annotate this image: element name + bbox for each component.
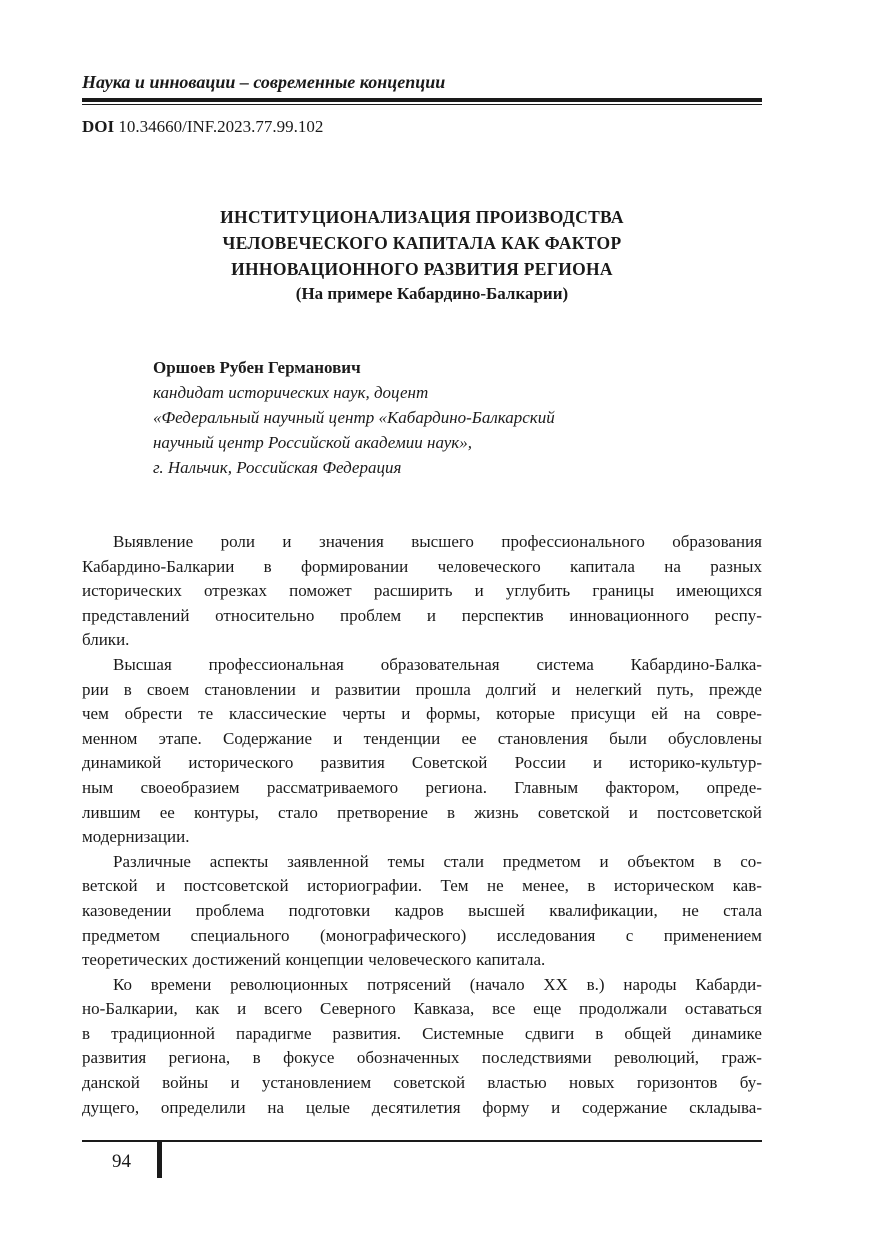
body-word: путь, <box>656 679 694 699</box>
journal-title: Наука и инновации – современные концепции <box>82 72 446 92</box>
body-word: региона, <box>168 1048 231 1068</box>
body-word: складыва- <box>689 1097 762 1117</box>
body-word: углубить <box>505 581 571 601</box>
body-word: кав- <box>732 876 762 896</box>
body-word: Главным <box>514 777 579 797</box>
body-word: установлением <box>261 1073 372 1093</box>
body-word: продолжали <box>579 999 668 1019</box>
body-word: предметом <box>502 851 581 871</box>
body-word: прежде <box>708 679 762 699</box>
body-word: лившим <box>82 802 141 822</box>
body-word: властью <box>487 1073 547 1093</box>
body-line <box>82 653 762 678</box>
body-word: рии <box>82 679 109 699</box>
body-line <box>82 948 762 973</box>
body-line <box>82 1022 762 1047</box>
body-word: не <box>487 876 504 896</box>
doi-value: 10.34660/INF.2023.77.99.102 <box>118 117 324 136</box>
author-block <box>153 355 753 480</box>
body-word: еще <box>533 999 562 1019</box>
body-word: развития. <box>332 1023 402 1043</box>
body-word: и <box>592 753 603 773</box>
body-line <box>82 1071 762 1096</box>
body-word: десятилетия <box>371 1097 461 1117</box>
body-word: Кабарди- <box>695 974 762 994</box>
body-word: в <box>713 851 722 871</box>
body-line <box>82 776 762 801</box>
body-word: историко-культур- <box>629 753 762 773</box>
body-word: в <box>123 679 132 699</box>
body-word: и <box>156 876 166 896</box>
body-line <box>82 973 762 998</box>
body-word: формировании <box>300 556 409 576</box>
body-word: казоведении <box>82 900 172 920</box>
body-word: менее, <box>522 876 569 896</box>
body-word: подготовки <box>288 900 371 920</box>
author-affiliation-line: кандидат исторических наук, доцент <box>153 383 429 402</box>
author-affiliation-line: г. Нальчик, Российская Федерация <box>153 458 402 477</box>
body-word: капитала <box>570 556 635 576</box>
body-word: тенденции <box>363 728 441 748</box>
body-word: ным <box>82 777 114 797</box>
body-word: постсоветской <box>657 802 762 822</box>
body-word: темы <box>387 851 425 871</box>
body-word: классические <box>228 704 327 724</box>
body-word: традиционной <box>111 1023 215 1043</box>
body-word: стало <box>278 802 318 822</box>
body-word: (начало <box>469 974 525 994</box>
body-line <box>82 1046 762 1071</box>
body-word: со- <box>740 851 762 871</box>
article-body <box>82 530 762 1120</box>
body-word: специального <box>190 925 290 945</box>
body-line <box>82 702 762 727</box>
body-word: респу- <box>714 605 762 625</box>
body-word: система <box>536 654 594 674</box>
body-word: войны <box>162 1073 209 1093</box>
body-word: всего <box>263 999 303 1019</box>
body-word: становления <box>497 728 588 748</box>
doi-label: DOI <box>82 117 115 136</box>
body-word: граж- <box>721 1048 762 1068</box>
body-word: (монографического) <box>319 925 467 945</box>
body-word: обусловлены <box>668 728 762 748</box>
body-word: и <box>599 851 609 871</box>
body-line <box>82 678 762 703</box>
header-rule-thin <box>82 104 762 105</box>
body-word: заявленной <box>287 851 369 871</box>
body-word: на <box>664 556 681 576</box>
body-word: новых <box>568 1073 615 1093</box>
body-word: фокусе <box>283 1048 335 1068</box>
body-line <box>82 825 762 850</box>
body-word: сдвиги <box>524 1023 575 1043</box>
body-word: исследования <box>496 925 596 945</box>
doi-line <box>82 116 323 138</box>
body-word: жизнь <box>474 802 519 822</box>
body-word: становлении <box>204 679 296 699</box>
body-word: и <box>333 728 343 748</box>
body-word: претворение <box>337 802 428 822</box>
body-word: общей <box>624 1023 672 1043</box>
body-word: отрезках <box>204 581 267 601</box>
body-word: менном <box>82 728 138 748</box>
body-word: в <box>252 1048 261 1068</box>
body-word: развития <box>82 1048 147 1068</box>
body-word: революционных <box>230 974 349 994</box>
body-word: парадигме <box>236 1023 312 1043</box>
body-line <box>82 899 762 924</box>
body-word: последствиями <box>481 1048 592 1068</box>
body-word: данской <box>82 1073 140 1093</box>
body-word: Северного <box>320 999 396 1019</box>
body-word: концепции <box>285 950 364 970</box>
author-name: Оршоев Рубен Германович <box>153 358 361 377</box>
body-word: ее <box>159 802 175 822</box>
body-word: на <box>267 1097 285 1117</box>
body-line <box>82 727 762 752</box>
body-word: аспекты <box>209 851 269 871</box>
body-word: относительно <box>215 605 315 625</box>
body-word: и <box>230 1073 240 1093</box>
body-word: и <box>628 802 638 822</box>
body-word: на <box>683 704 701 724</box>
body-word: обрести <box>124 704 183 724</box>
body-word: региона. <box>425 777 487 797</box>
body-word: ей <box>651 704 668 724</box>
body-word: теоретических <box>82 950 188 970</box>
body-word: объектом <box>627 851 695 871</box>
article-title-line: ИННОВАЦИОННОГО РАЗВИТИЯ РЕГИОНА <box>231 259 613 279</box>
body-line <box>82 924 762 949</box>
body-word: имеющихся <box>676 581 762 601</box>
body-word: стала <box>723 900 762 920</box>
body-line <box>82 628 762 653</box>
body-word: Высшая <box>113 654 172 674</box>
body-word: бу- <box>739 1073 762 1093</box>
body-word: прошла <box>415 679 471 699</box>
body-word: черты <box>342 704 386 724</box>
footer-rule <box>82 1140 762 1142</box>
body-word: контуры, <box>194 802 259 822</box>
body-word: профессиональная <box>208 654 344 674</box>
body-word: и <box>551 679 561 699</box>
body-word: исторического <box>188 753 294 773</box>
body-line <box>82 530 762 555</box>
body-word: роли <box>220 532 255 551</box>
body-word: форму <box>482 1097 530 1117</box>
body-word: революций, <box>614 1048 700 1068</box>
body-word: исторических <box>82 581 182 601</box>
body-word: совре- <box>716 704 762 724</box>
body-word: Советской <box>411 753 488 773</box>
body-word: историческом <box>613 876 715 896</box>
body-line <box>82 997 762 1022</box>
body-word: оставаться <box>684 999 762 1019</box>
body-word: советской <box>537 802 610 822</box>
body-word: Кавказа, <box>413 999 475 1019</box>
body-line <box>82 850 762 875</box>
body-word: и <box>310 679 320 699</box>
body-word: Ко <box>113 974 132 994</box>
body-line <box>82 555 762 580</box>
body-word: динамикой <box>82 753 162 773</box>
body-word: образовательная <box>380 654 500 674</box>
body-word: блики. <box>82 630 130 650</box>
body-word: и <box>551 1097 561 1117</box>
body-word: развитии <box>335 679 401 699</box>
body-word: развития <box>320 753 385 773</box>
body-word: разных <box>710 556 762 576</box>
body-word: обозначенных <box>356 1048 460 1068</box>
body-word: значения <box>318 532 384 551</box>
body-word: инновационного <box>569 605 689 625</box>
body-word: достижений <box>192 950 281 970</box>
body-word: расширить <box>373 581 453 601</box>
body-word: потрясений <box>367 974 451 994</box>
body-word: и <box>401 704 411 724</box>
body-word: границы <box>592 581 655 601</box>
body-word: в <box>595 1023 604 1043</box>
page-number-bar <box>157 1142 162 1178</box>
body-word: в <box>82 1023 91 1043</box>
body-word: нелегкий <box>575 679 642 699</box>
body-line <box>82 801 762 826</box>
body-word: и <box>426 605 436 625</box>
body-line <box>82 751 762 776</box>
body-line <box>82 579 762 604</box>
body-word: этапе. <box>158 728 202 748</box>
body-word: динамике <box>692 1023 762 1043</box>
page-number: 94 <box>112 1151 131 1172</box>
header-rule-thick <box>82 98 762 102</box>
body-word: высшей <box>468 900 525 920</box>
body-word: поможет <box>289 581 352 601</box>
body-word: Различные <box>113 851 191 871</box>
body-word: модернизации. <box>82 827 190 847</box>
body-word: высшего <box>411 532 474 551</box>
body-word: как <box>195 999 220 1019</box>
body-word: ее <box>461 728 477 748</box>
body-word: дущего, <box>82 1097 140 1117</box>
body-word: присущи <box>570 704 636 724</box>
body-word: образования <box>672 532 762 551</box>
body-word: были <box>609 728 647 748</box>
body-word: в <box>587 876 596 896</box>
body-word: Системные <box>422 1023 504 1043</box>
body-word: Содержание <box>223 728 313 748</box>
body-word: человеческого <box>368 950 472 970</box>
body-word: ветской <box>82 876 138 896</box>
body-word: Кабардино-Балка- <box>630 654 762 674</box>
body-word: применением <box>663 925 762 945</box>
body-word: представлений <box>82 605 190 625</box>
body-word: и <box>282 532 292 551</box>
body-word: горизонтов <box>636 1073 718 1093</box>
body-word: не <box>682 900 699 920</box>
body-word: и <box>474 581 484 601</box>
body-line <box>82 874 762 899</box>
body-word: в.) <box>586 974 605 994</box>
body-word: те <box>198 704 214 724</box>
body-word: капитала. <box>476 950 546 970</box>
author-affiliation-line: «Федеральный научный центр «Кабардино-Балкарский <box>153 408 555 427</box>
body-word: стали <box>443 851 484 871</box>
body-word: кадров <box>394 900 444 920</box>
body-word: проблема <box>195 900 265 920</box>
body-word: Выявление <box>113 532 194 551</box>
body-word: Тем <box>440 876 469 896</box>
body-word: содержание <box>582 1097 668 1117</box>
body-word: народы <box>623 974 677 994</box>
body-word: профессионального <box>501 532 645 551</box>
body-word: формы, <box>426 704 481 724</box>
author-affiliation-line: научный центр Российской академии наук», <box>153 433 472 452</box>
body-word: в <box>263 556 272 576</box>
body-word: но-Балкарии, <box>82 999 178 1019</box>
body-word: предметом <box>82 925 161 945</box>
body-word: историографии. <box>307 876 423 896</box>
body-word: все <box>492 999 516 1019</box>
body-line <box>82 604 762 629</box>
body-word: проблем <box>340 605 402 625</box>
body-word: перспектив <box>461 605 544 625</box>
body-word: с <box>625 925 634 945</box>
article-title-line: ИНСТИТУЦИОНАЛИЗАЦИЯ ПРОИЗВОДСТВА <box>220 207 624 227</box>
body-word: определили <box>160 1097 246 1117</box>
body-word: советской <box>393 1073 466 1093</box>
body-word: опреде- <box>706 777 762 797</box>
body-word: в <box>447 802 456 822</box>
body-word: квалификации, <box>549 900 658 920</box>
body-word: чем <box>82 704 109 724</box>
body-word: которые <box>496 704 555 724</box>
body-word: XX <box>543 974 568 994</box>
body-word: своем <box>146 679 190 699</box>
body-word: человеческого <box>437 556 541 576</box>
article-title <box>82 204 762 282</box>
body-word: Кабардино-Балкарии <box>82 556 235 576</box>
body-word: целые <box>305 1097 350 1117</box>
body-word: времени <box>150 974 212 994</box>
body-word: России <box>514 753 566 773</box>
body-word: своеобразием <box>140 777 240 797</box>
article-subtitle: (На примере Кабардино-Балкарии) <box>295 284 569 303</box>
body-word: долгий <box>485 679 537 699</box>
body-word: постсоветской <box>183 876 289 896</box>
body-word: рассматриваемого <box>266 777 399 797</box>
article-title-line: ЧЕЛОВЕЧЕСКОГО КАПИТАЛА КАК ФАКТОР <box>222 233 622 253</box>
body-line <box>82 1096 762 1121</box>
body-word: и <box>237 999 247 1019</box>
body-word: фактором, <box>605 777 680 797</box>
